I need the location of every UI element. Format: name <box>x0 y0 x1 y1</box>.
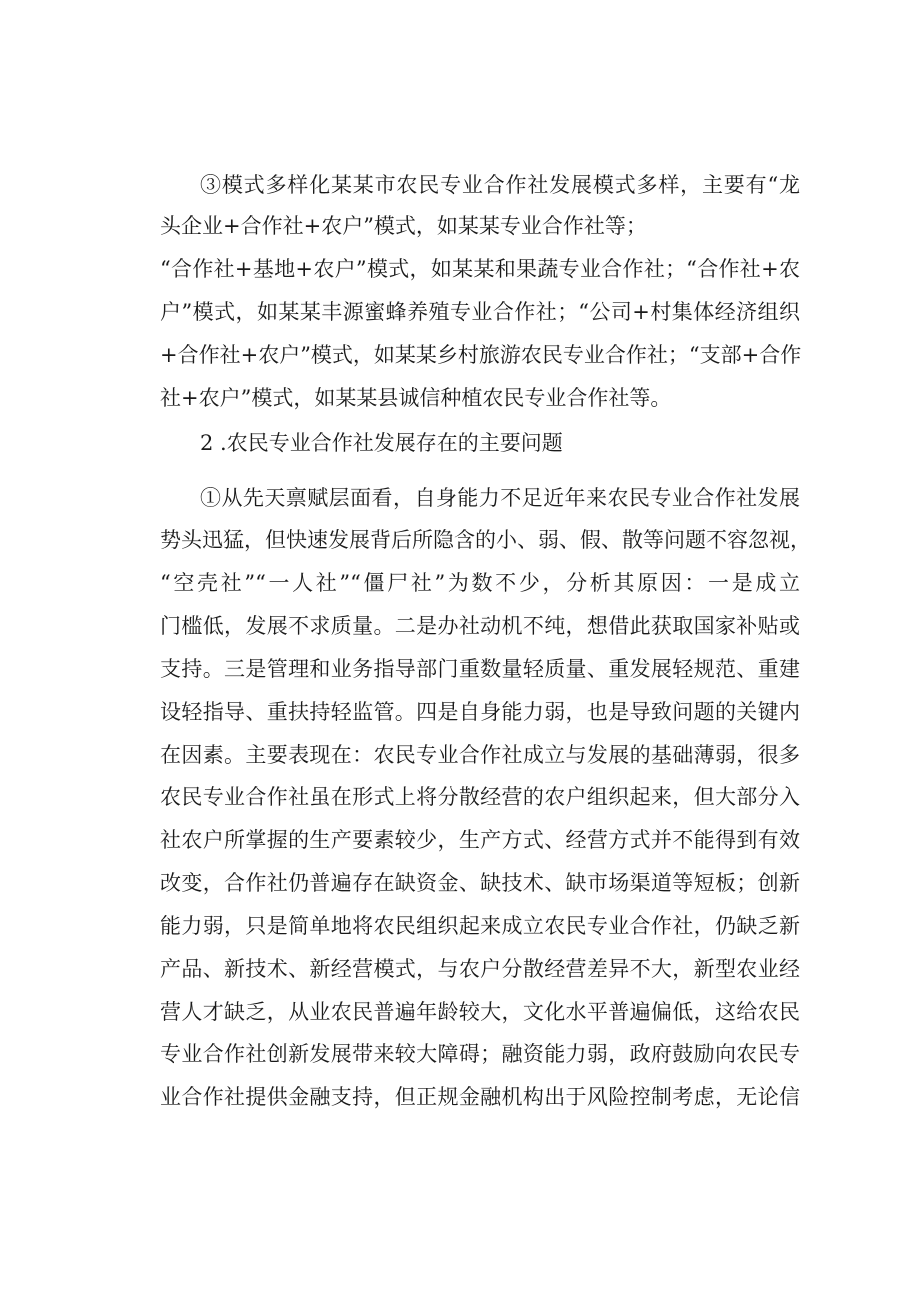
paragraph-line: +合作社+农户”模式，如某某乡村旅游农民专业合作社；“支部+合作 <box>160 343 802 367</box>
paragraph-line: ①从先天禀赋层面看，自身能力不足近年来农民专业合作社发展 <box>200 486 800 510</box>
paragraph-line: 营人才缺乏，从业农民普遍年龄较大，文化水平普遍偏低，这给农民 <box>160 1000 800 1024</box>
paragraph-line: 支持。三是管理和业务指导部门重数量轻质量、重发展轻规范、重建 <box>160 657 800 681</box>
paragraph-line: 门槛低，发展不求质量。二是办社动机不纯，想借此获取国家补贴或 <box>160 614 800 638</box>
paragraph-line: 设轻指导、重扶持轻监管。四是自身能力弱，也是导致问题的关键内 <box>160 700 800 724</box>
paragraph-line: 社农户所掌握的生产要素较少，生产方式、经营方式并不能得到有效 <box>160 828 800 852</box>
paragraph-line: “合作社+基地+农户”模式，如某某和果蔬专业合作社；“合作社+农 <box>160 257 800 281</box>
paragraph-line: 在因素。主要表现在：农民专业合作社成立与发展的基础薄弱，很多 <box>160 743 800 767</box>
paragraph-line: 业合作社提供金融支持，但正规金融机构出于风险控制考虑，无论信 <box>160 1085 800 1109</box>
paragraph-line: 社+农户”模式，如某某县诚信种植农民专业合作社等。 <box>160 386 672 410</box>
paragraph-line: 户”模式，如某某丰源蜜蜂养殖专业合作社；“公司+村集体经济组织 <box>160 300 800 324</box>
paragraph-line: 能力弱，只是简单地将农民组织起来成立农民专业合作社，仍缺乏新 <box>160 914 800 938</box>
paragraph-line: 农民专业合作社虽在形式上将分散经营的农户组织起来，但大部分入 <box>160 785 800 809</box>
paragraph-line: ③模式多样化某某市农民专业合作社发展模式多样，主要有“龙 <box>200 173 800 197</box>
paragraph-line: “空壳社”“一人社”“僵尸社”为数不少，分析其原因：一是成立 <box>160 571 800 595</box>
paragraph-line: 势头迅猛，但快速发展背后所隐含的小、弱、假、散等问题不容忽视， <box>160 528 811 552</box>
paragraph-line: 头企业+合作社+农户”模式，如某某专业合作社等； <box>160 214 647 238</box>
paragraph-line: 改变，合作社仍普遍存在缺资金、缺技术、缺市场渠道等短板；创新 <box>160 871 800 895</box>
paragraph-line: 专业合作社创新发展带来较大障碍；融资能力弱，政府鼓励向农民专 <box>160 1042 800 1066</box>
paragraph-line: 产品、新技术、新经营模式，与农户分散经营差异不大，新型农业经 <box>160 957 800 981</box>
section-heading: 2 .农民专业合作社发展存在的主要问题 <box>200 431 563 455</box>
